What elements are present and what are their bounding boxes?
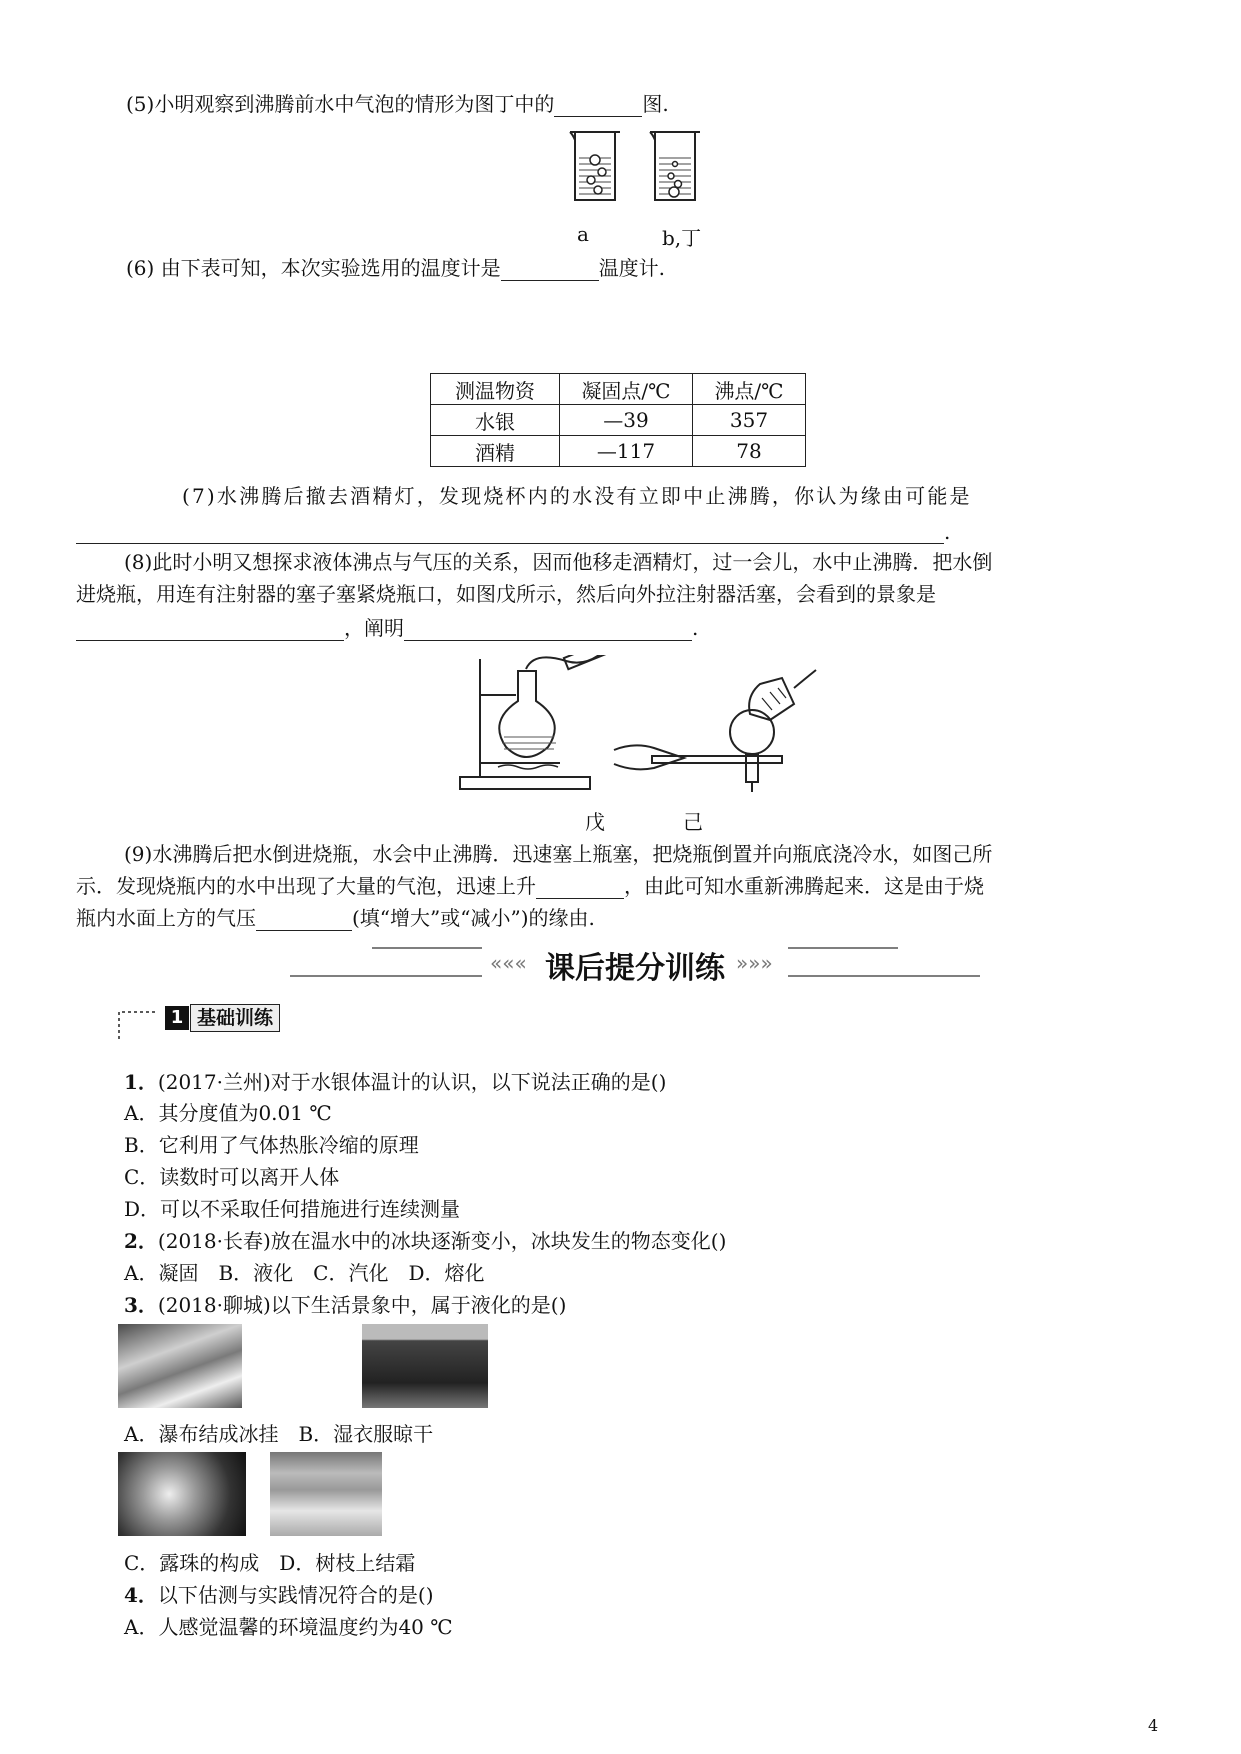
q7-text: (7)水沸腾后撤去酒精灯，发现烧杯内的水没有立即中止沸腾，你认为缘由可能是	[182, 484, 972, 508]
flask-syringe-figure	[458, 655, 618, 795]
q6-text: (6) 由下表可知，本次实验选用的温度计是 温度计.	[126, 256, 666, 280]
section-number: 1	[165, 1006, 189, 1030]
q9-line1: (9)水沸腾后把水倒进烧瓶，水会中止沸腾．迅速塞上瓶塞，把烧瓶倒置并向瓶底浇冷水，如图己所	[124, 842, 993, 866]
q1-option: A．其分度值为0.01 ℃	[124, 1101, 332, 1125]
question-1: 1．(2017·兰州)对于水银体温计的认识，以下说法正确的是()	[124, 1070, 667, 1094]
table-header: 凝固点/℃	[560, 374, 693, 405]
question-2: 2．(2018·长春)放在温水中的冰块逐渐变小，冰块发生的物态变化()	[124, 1229, 727, 1253]
fig-label-wu: 戊	[585, 810, 605, 834]
inverted-flask-figure	[612, 668, 827, 798]
table-header: 沸点/℃	[693, 374, 806, 405]
svg-text:»»»: »»»	[736, 951, 773, 975]
q2-options: A．凝固 B．液化 C．汽化 D．熔化	[124, 1261, 485, 1285]
q5-blank[interactable]	[554, 96, 642, 117]
waterfall-ice-photo	[118, 1324, 242, 1408]
table-cell: —39	[560, 405, 693, 436]
q9-line3: 瓶内水面上方的气压 (填“增大”或“减小”)的缘由.	[76, 906, 595, 930]
q1-option: D．可以不采取任何措施进行连续测量	[124, 1197, 461, 1221]
q5-text: (5)小明观察到沸腾前水中气泡的情形为图丁中的 图.	[126, 92, 669, 116]
q1-option: B．它利用了气体热胀冷缩的原理	[124, 1133, 419, 1157]
hanging-clothes-photo	[362, 1324, 488, 1408]
table-cell: 357	[693, 405, 806, 436]
q3-options-cd: C．露珠的构成 D．树枝上结霜	[124, 1551, 416, 1575]
q8-line1: (8)此时小明又想探求液体沸点与气压的关系，因而他移走酒精灯，过一会儿，水中止沸腾．把水倒	[124, 550, 993, 574]
table-cell: 78	[693, 436, 806, 467]
q9-blank-2[interactable]	[256, 910, 352, 931]
question-4: 4．以下估测与实践情况符合的是()	[124, 1583, 434, 1607]
q8-line2: 进烧瓶，用连有注射器的塞子塞紧烧瓶口，如图戊所示，然后向外拉注射器活塞，会看到的景象是	[76, 582, 936, 606]
q9-blank-1[interactable]	[536, 878, 624, 899]
boiling-point-table	[430, 373, 806, 467]
q7-blank[interactable]	[76, 523, 944, 544]
q8-blank-1[interactable]	[76, 620, 344, 641]
table-cell: 酒精	[431, 436, 560, 467]
beaker-figure-ding	[565, 128, 725, 204]
q6-blank[interactable]	[501, 260, 599, 281]
table-cell: —117	[560, 436, 693, 467]
section-label: 基础训练	[190, 1004, 280, 1032]
q4-option: A．人感觉温馨的环境温度约为40 ℃	[124, 1615, 453, 1639]
svg-text:«««: «««	[490, 951, 527, 975]
dew-drops-photo	[118, 1452, 246, 1536]
beaker-label-a: a	[577, 222, 589, 246]
table-cell: 水银	[431, 405, 560, 436]
fig-label-ji: 己	[683, 810, 703, 834]
q8-blank-2[interactable]	[404, 620, 692, 641]
q8-line3: ，阐明 .	[76, 612, 698, 641]
frost-branches-photo	[270, 1452, 382, 1536]
banner-title: 课后提分训练	[545, 951, 725, 986]
page-number: 4	[1148, 1716, 1159, 1735]
question-3: 3．(2018·聊城)以下生活景象中，属于液化的是()	[124, 1293, 567, 1317]
q1-option: C．读数时可以离开人体	[124, 1165, 340, 1189]
beaker-label-b: b,丁	[662, 226, 702, 250]
table-header: 测温物资	[431, 374, 560, 405]
section-banner	[290, 938, 980, 986]
q3-options-ab: A．瀑布结成冰挂 B．湿衣服晾干	[124, 1422, 434, 1446]
section-bracket	[117, 1008, 157, 1044]
q7-answer-line: .	[76, 520, 950, 544]
q9-line2: 示．发现烧瓶内的水中出现了大量的气泡，迅速上升 ，由此可知水重新沸腾起来．这是由于烧	[76, 874, 984, 898]
